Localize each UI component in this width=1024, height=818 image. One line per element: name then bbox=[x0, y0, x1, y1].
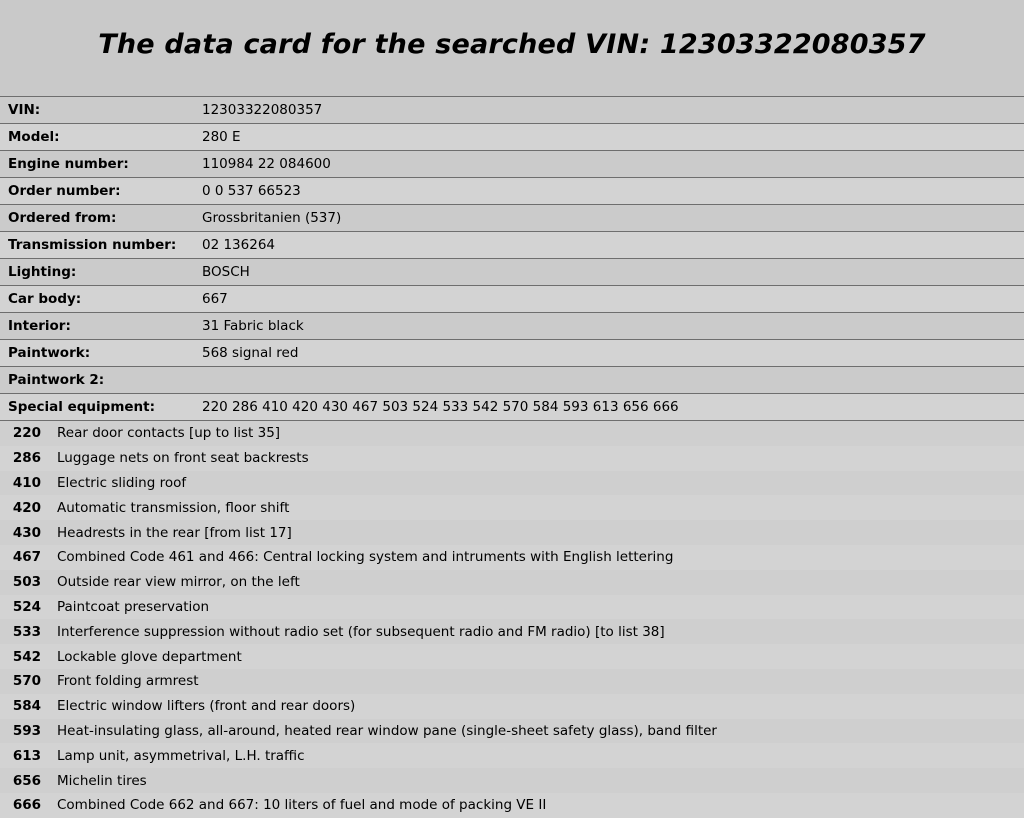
field-label: Interior: bbox=[8, 318, 71, 334]
table-row bbox=[0, 367, 1024, 394]
field-value: 667 bbox=[202, 291, 228, 307]
equipment-description: Lockable glove department bbox=[57, 648, 242, 665]
list-item bbox=[0, 669, 1024, 694]
vehicle-data-table bbox=[0, 96, 1024, 421]
equipment-code: 410 bbox=[12, 474, 41, 491]
field-label: Special equipment: bbox=[8, 399, 156, 415]
field-label: Model: bbox=[8, 129, 60, 145]
equipment-description: Heat-insulating glass, all-around, heated rear window pane (single-sheet safety glass), band filter bbox=[57, 722, 717, 739]
equipment-description: Paintcoat preservation bbox=[57, 598, 210, 615]
list-item bbox=[0, 743, 1024, 768]
table-row bbox=[0, 394, 1024, 421]
equipment-code: 542 bbox=[12, 648, 41, 665]
field-label: Car body: bbox=[8, 291, 82, 307]
list-item bbox=[0, 471, 1024, 496]
table-row bbox=[0, 313, 1024, 340]
list-item bbox=[0, 495, 1024, 520]
equipment-description: Automatic transmission, floor shift bbox=[57, 499, 290, 516]
field-value: 0 0 537 66523 bbox=[202, 183, 301, 199]
equipment-code: 656 bbox=[12, 772, 41, 789]
field-value: Grossbritanien (537) bbox=[202, 210, 342, 226]
table-row bbox=[0, 124, 1024, 151]
field-label: Paintwork 2: bbox=[8, 372, 105, 388]
equipment-code: 613 bbox=[12, 747, 41, 764]
list-item bbox=[0, 570, 1024, 595]
field-label: VIN: bbox=[8, 102, 41, 118]
page-title: The data card for the searched VIN: 12303322080357 bbox=[98, 29, 926, 60]
equipment-description: Combined Code 662 and 667: 10 liters of fuel and mode of packing VE II bbox=[57, 797, 547, 814]
table-row bbox=[0, 340, 1024, 367]
equipment-code: 570 bbox=[12, 673, 41, 690]
equipment-code: 533 bbox=[12, 623, 41, 640]
field-label: Ordered from: bbox=[8, 210, 117, 226]
equipment-description: Headrests in the rear [from list 17] bbox=[57, 524, 292, 541]
field-value: 280 E bbox=[202, 129, 241, 145]
equipment-description: Interference suppression without radio set (for subsequent radio and FM radio) [to list 38] bbox=[57, 623, 665, 640]
equipment-description: Rear door contacts [up to list 35] bbox=[57, 425, 281, 442]
table-row bbox=[0, 286, 1024, 313]
table-row bbox=[0, 259, 1024, 286]
equipment-code: 220 bbox=[12, 425, 41, 442]
list-item bbox=[0, 719, 1024, 744]
equipment-code: 584 bbox=[12, 698, 41, 715]
field-value: 110984 22 084600 bbox=[202, 156, 331, 172]
field-value: 12303322080357 bbox=[202, 102, 323, 118]
table-row bbox=[0, 232, 1024, 259]
list-item bbox=[0, 520, 1024, 545]
equipment-code: 503 bbox=[12, 574, 41, 591]
equipment-description: Michelin tires bbox=[57, 772, 147, 789]
field-label: Transmission number: bbox=[8, 237, 177, 253]
field-value: 31 Fabric black bbox=[202, 318, 304, 334]
list-item bbox=[0, 421, 1024, 446]
equipment-description: Electric sliding roof bbox=[57, 474, 187, 491]
field-label: Paintwork: bbox=[8, 345, 91, 361]
list-item bbox=[0, 768, 1024, 793]
field-label: Engine number: bbox=[8, 156, 129, 172]
equipment-description: Front folding armrest bbox=[57, 673, 199, 690]
list-item bbox=[0, 694, 1024, 719]
field-label: Lighting: bbox=[8, 264, 77, 280]
list-item bbox=[0, 619, 1024, 644]
equipment-code: 666 bbox=[12, 797, 41, 814]
field-label: Order number: bbox=[8, 183, 121, 199]
equipment-code: 467 bbox=[12, 549, 41, 566]
list-item bbox=[0, 595, 1024, 620]
equipment-description: Lamp unit, asymmetrival, L.H. traffic bbox=[57, 747, 305, 764]
list-item bbox=[0, 545, 1024, 570]
table-row bbox=[0, 178, 1024, 205]
equipment-code: 420 bbox=[12, 499, 41, 516]
field-value: 568 signal red bbox=[202, 345, 299, 361]
list-item bbox=[0, 793, 1024, 818]
field-value: 02 136264 bbox=[202, 237, 276, 253]
special-equipment-list bbox=[0, 421, 1024, 818]
equipment-code: 430 bbox=[12, 524, 41, 541]
equipment-description: Luggage nets on front seat backrests bbox=[57, 450, 309, 467]
equipment-description: Outside rear view mirror, on the left bbox=[57, 574, 300, 591]
list-item bbox=[0, 446, 1024, 471]
table-row bbox=[0, 151, 1024, 178]
equipment-description: Combined Code 461 and 466: Central locking system and intruments with English lettering bbox=[57, 549, 674, 566]
field-value: BOSCH bbox=[202, 264, 250, 280]
table-row bbox=[0, 97, 1024, 124]
equipment-code: 524 bbox=[12, 598, 41, 615]
equipment-code: 286 bbox=[12, 450, 41, 467]
list-item bbox=[0, 644, 1024, 669]
table-row bbox=[0, 205, 1024, 232]
equipment-code: 593 bbox=[12, 722, 41, 739]
field-value: 220 286 410 420 430 467 503 524 533 542 570 584 593 613 656 666 bbox=[202, 399, 679, 415]
equipment-description: Electric window lifters (front and rear doors) bbox=[57, 698, 356, 715]
